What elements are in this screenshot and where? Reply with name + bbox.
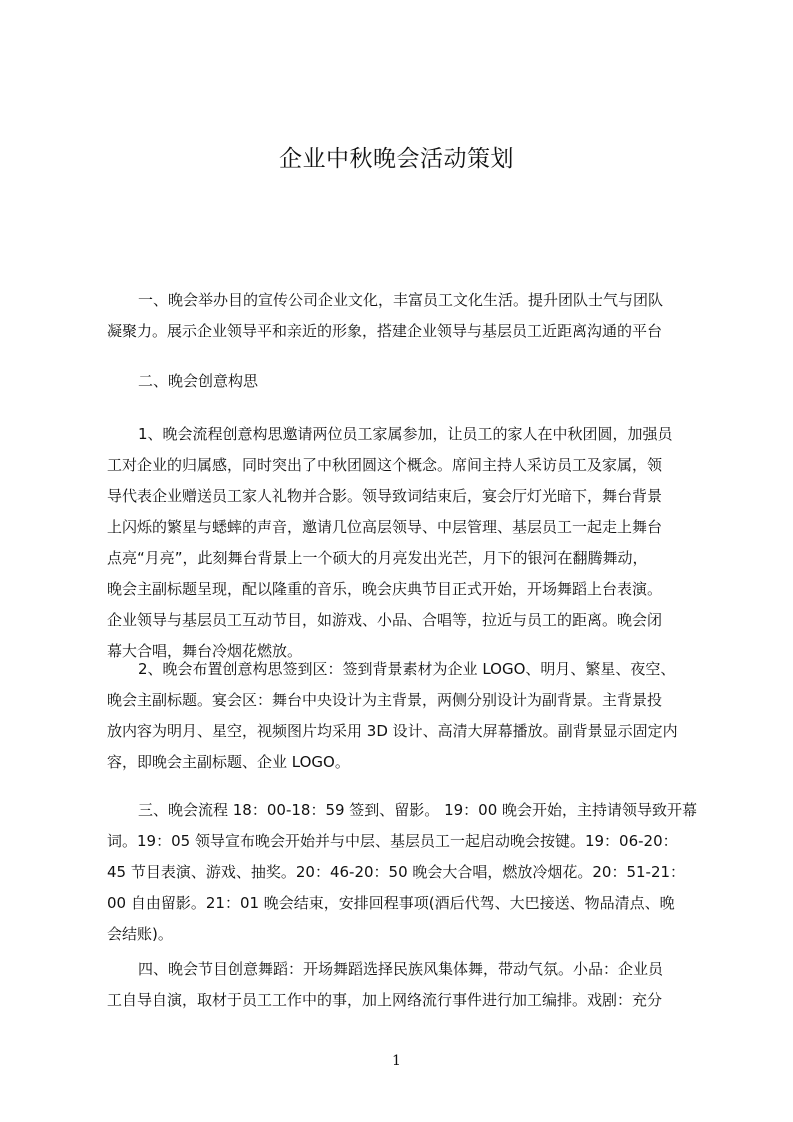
paragraph-line: 容，即晚会主副标题、企业 LOGO。	[107, 753, 350, 771]
paragraph-line: 一、晚会举办目的宣传公司企业文化，丰富员工文化生活。提升团队士气与团队	[138, 291, 664, 309]
paragraph-line: 放内容为明月、星空，视频图片均采用 3D 设计、高清大屏幕播放。副背景显示固定内	[107, 722, 678, 740]
schedule-paragraph	[107, 795, 699, 950]
paragraph-line: 晚会主副标题呈现，配以隆重的音乐，晚会庆典节目正式开始，开场舞蹈上台表演。	[107, 580, 663, 598]
paragraph-line: 1、晚会流程创意构思邀请两位员工家属参加，让员工的家人在中秋团圆，加强员	[138, 425, 673, 443]
layout-concept-paragraph	[107, 654, 699, 778]
paragraph-line: 企业领导与基层员工互动节目，如游戏、小品、合唱等，拉近与员工的距离。晚会闭	[107, 611, 663, 629]
paragraph-line: 2、晚会布置创意构思签到区：签到背景素材为企业 LOGO、明月、繁星、夜空、	[138, 660, 676, 678]
paragraph-line: 三、晚会流程 18：00-18：59 签到、留影。 19：00 晚会开始，主持请领导致开幕	[138, 801, 698, 819]
paragraph-line: 四、晚会节目创意舞蹈：开场舞蹈选择民族风集体舞，带动气氛。小品：企业员	[138, 960, 664, 978]
paragraph-line: 45 节目表演、游戏、抽奖。20：46-20：50 晚会大合唱，燃放冷烟花。20：51-21：	[107, 863, 686, 881]
paragraph-line: 幕大合唱，舞台冷烟花燃放。	[107, 642, 303, 660]
paragraph-line: 凝聚力。展示企业领导平和亲近的形象，搭建企业领导与基层员工近距离沟通的平台	[107, 322, 663, 340]
paragraph-line: 00 自由留影。21：01 晚会结束，安排回程事项(酒后代驾、大巴接送、物品清点、晚	[107, 894, 675, 912]
page-title: 企业中秋晚会活动策划	[279, 146, 514, 172]
paragraph-line: 导代表企业赠送员工家人礼物并合影。领导致词结束后，宴会厅灯光暗下，舞台背景	[107, 487, 663, 505]
concept-heading	[107, 366, 699, 397]
paragraph-line: 工自导自演，取材于员工工作中的事，加上网络流行事件进行加工编排。戏剧：充分	[107, 991, 663, 1009]
paragraph-line: 上闪烁的繁星与蟋蟀的声音，邀请几位高层领导、中层管理、基层员工一起走上舞台	[107, 518, 663, 536]
programs-paragraph	[107, 954, 699, 1016]
paragraph-line: 词。19：05 领导宣布晚会开始并与中层、基层员工一起启动晚会按键。19：06-20：	[107, 832, 678, 850]
paragraph-line: 会结账)。	[107, 925, 173, 943]
page-number: 1	[392, 1053, 401, 1069]
section-heading: 二、晚会创意构思	[138, 372, 259, 390]
flow-concept-paragraph	[107, 419, 699, 667]
purpose-paragraph	[107, 285, 699, 347]
paragraph-line: 工对企业的归属感，同时突出了中秋团圆这个概念。席间主持人采访员工及家属，领	[107, 456, 663, 474]
paragraph-line: 点亮“月亮”，此刻舞台背景上一个硕大的月亮发出光芒，月下的银河在翻腾舞动，	[107, 549, 648, 567]
paragraph-line: 晚会主副标题。宴会区：舞台中央设计为主背景，两侧分别设计为副背景。主背景投	[107, 691, 663, 709]
